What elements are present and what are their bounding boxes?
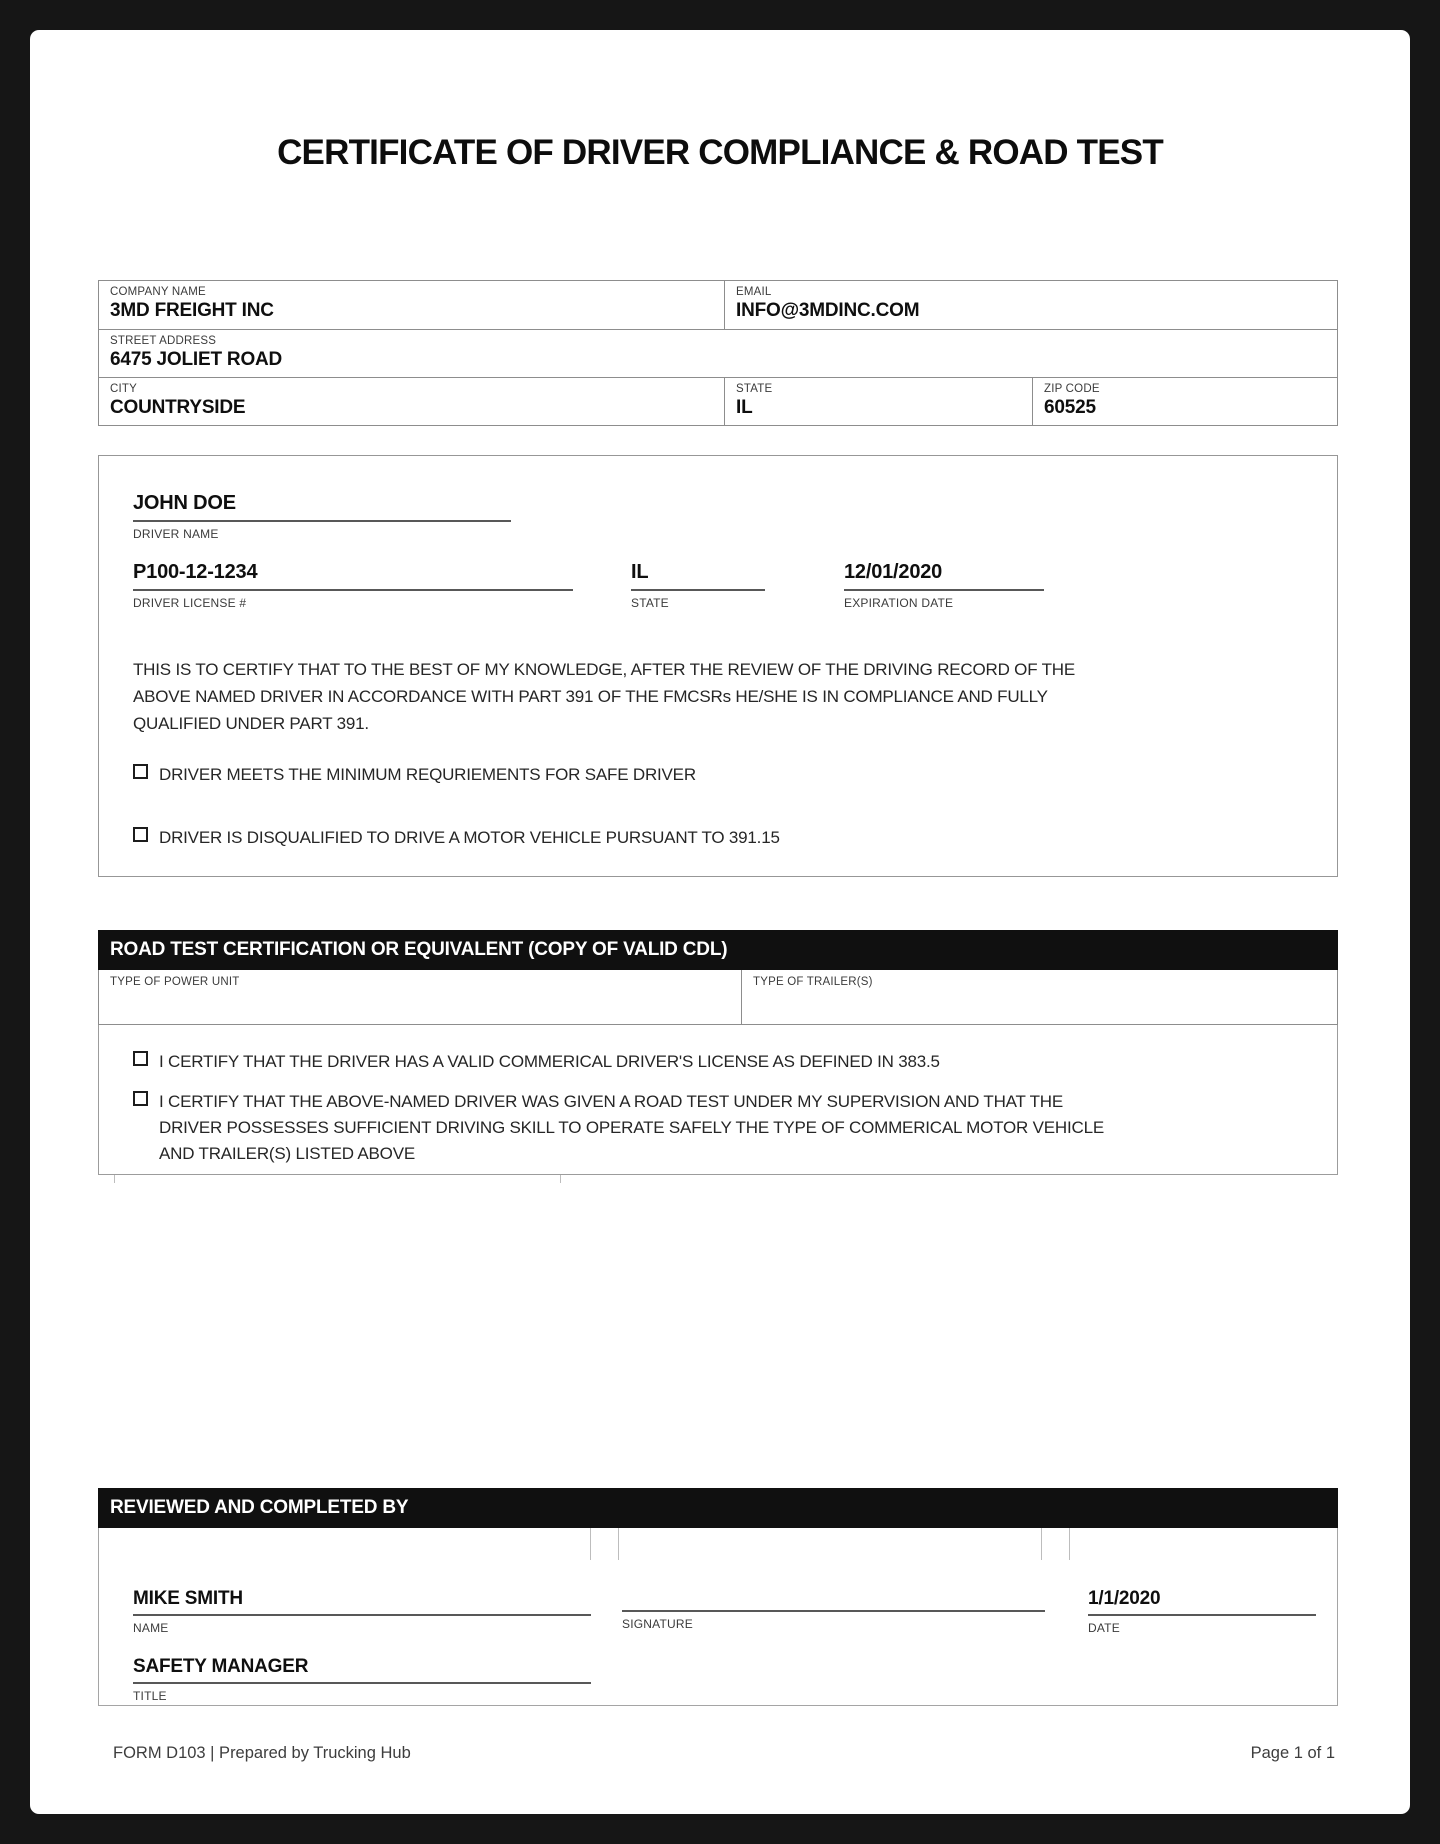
valid-cdl-checkbox[interactable] xyxy=(133,1051,148,1066)
checkbox-row-meets-requirements xyxy=(133,762,1133,788)
reviewer-name-field xyxy=(133,1588,591,1635)
table-tick-mark xyxy=(1069,1528,1070,1560)
email-value: INFO@3MDINC.COM xyxy=(736,300,920,321)
company-info-table xyxy=(98,280,1338,426)
road-test-certify-section xyxy=(98,1025,1338,1175)
email-label: EMAIL xyxy=(736,286,772,298)
driver-license-label: DRIVER LICENSE # xyxy=(133,596,247,610)
driver-state-value: IL xyxy=(631,561,765,591)
date-label: DATE xyxy=(1088,1621,1120,1635)
city-cell xyxy=(99,378,724,425)
road-test-section-header: ROAD TEST CERTIFICATION OR EQUIVALENT (COPY OF VALID CDL) xyxy=(98,930,1338,970)
signature-label: SIGNATURE xyxy=(622,1617,693,1631)
city-label: CITY xyxy=(110,383,137,395)
driver-state-field xyxy=(631,561,765,610)
signature-value xyxy=(622,1588,1045,1612)
page-title: CERTIFICATE OF DRIVER COMPLIANCE & ROAD TEST xyxy=(277,133,1163,172)
table-tick-mark xyxy=(1041,1528,1042,1560)
driver-license-field xyxy=(133,561,573,610)
driver-name-label: DRIVER NAME xyxy=(133,527,219,541)
valid-cdl-label: I CERTIFY THAT THE DRIVER HAS A VALID COMMERICAL DRIVER'S LICENSE AS DEFINED IN 383.5 xyxy=(159,1052,940,1071)
road-test-given-checkbox[interactable] xyxy=(133,1091,148,1106)
company-name-value: 3MD FREIGHT INC xyxy=(110,300,274,321)
document-page xyxy=(30,30,1410,1814)
state-cell xyxy=(724,378,1032,425)
power-unit-cell xyxy=(99,970,741,1024)
zip-label: ZIP CODE xyxy=(1044,383,1100,395)
table-tick-mark xyxy=(560,1175,561,1183)
driver-license-value: P100-12-1234 xyxy=(133,561,573,591)
driver-name-field xyxy=(133,492,511,541)
reviewed-section xyxy=(98,1528,1338,1706)
form-id-text: FORM D103 | Prepared by Trucking Hub xyxy=(113,1744,411,1762)
street-address-label: STREET ADDRESS xyxy=(110,335,217,347)
page-number-text: Page 1 of 1 xyxy=(1250,1744,1335,1762)
checkbox-row-disqualified xyxy=(133,825,1133,851)
reviewed-section-header: REVIEWED AND COMPLETED BY xyxy=(98,1488,1338,1528)
reviewer-title-field xyxy=(133,1656,591,1703)
road-test-table xyxy=(98,970,1338,1025)
disqualified-checkbox[interactable] xyxy=(133,827,148,842)
street-address-cell xyxy=(99,330,1337,377)
company-name-cell xyxy=(99,281,724,329)
meets-requirements-label: DRIVER MEETS THE MINIMUM REQURIEMENTS FOR SAFE DRIVER xyxy=(159,765,696,784)
trailer-label: TYPE OF TRAILER(S) xyxy=(753,976,873,988)
zip-value: 60525 xyxy=(1044,397,1096,418)
zip-cell xyxy=(1032,378,1337,425)
reviewer-name-label: NAME xyxy=(133,1621,169,1635)
checkbox-row-valid-cdl xyxy=(133,1049,1233,1075)
disqualified-label: DRIVER IS DISQUALIFIED TO DRIVE A MOTOR VEHICLE PURSUANT TO 391.15 xyxy=(159,828,780,847)
reviewer-title-label: TITLE xyxy=(133,1689,167,1703)
date-value: 1/1/2020 xyxy=(1088,1588,1316,1616)
trailer-cell xyxy=(741,970,1337,1024)
state-label: STATE xyxy=(736,383,773,395)
signature-field xyxy=(622,1588,1045,1631)
table-row xyxy=(99,281,1337,329)
state-value: IL xyxy=(736,397,753,418)
expiration-date-label: EXPIRATION DATE xyxy=(844,596,954,610)
table-tick-mark xyxy=(618,1528,619,1560)
city-value: COUNTRYSIDE xyxy=(110,397,246,418)
street-address-value: 6475 JOLIET ROAD xyxy=(110,349,283,370)
table-tick-mark xyxy=(114,1175,115,1183)
road-test-given-label: I CERTIFY THAT THE ABOVE-NAMED DRIVER WAS GIVEN A ROAD TEST UNDER MY SUPERVISION AND THAT THE DRIVER POSSESSES SUFFICIENT DRIVING SKILL TO OPERATE SAFELY THE TYPE OF COMMERICAL MOTOR VEHICLE AND TRAILER(S) LISTED ABOVE xyxy=(159,1092,1104,1163)
expiration-date-field xyxy=(844,561,1044,610)
driver-state-label: STATE xyxy=(631,596,669,610)
email-cell xyxy=(724,281,1337,329)
reviewer-name-value: MIKE SMITH xyxy=(133,1588,591,1616)
certification-paragraph: THIS IS TO CERTIFY THAT TO THE BEST OF MY KNOWLEDGE, AFTER THE REVIEW OF THE DRIVING RECORD OF THE ABOVE NAMED DRIVER IN ACCORDANCE WITH PART 391 OF THE FMCSRs HE/SHE IS IN COMPLIANCE AND FULLY QUALIFIED UNDER PART 391. xyxy=(133,660,1076,733)
expiration-date-value: 12/01/2020 xyxy=(844,561,1044,591)
table-row xyxy=(99,377,1337,425)
power-unit-label: TYPE OF POWER UNIT xyxy=(110,976,240,988)
reviewer-title-value: SAFETY MANAGER xyxy=(133,1656,591,1684)
driver-name-value: JOHN DOE xyxy=(133,492,511,522)
driver-compliance-section xyxy=(98,455,1338,877)
page-footer xyxy=(113,1744,1335,1763)
table-tick-mark xyxy=(590,1528,591,1560)
checkbox-row-road-test-given xyxy=(133,1089,1108,1167)
table-row xyxy=(99,329,1337,377)
meets-requirements-checkbox[interactable] xyxy=(133,764,148,779)
company-name-label: COMPANY NAME xyxy=(110,286,206,298)
date-field xyxy=(1088,1588,1316,1635)
